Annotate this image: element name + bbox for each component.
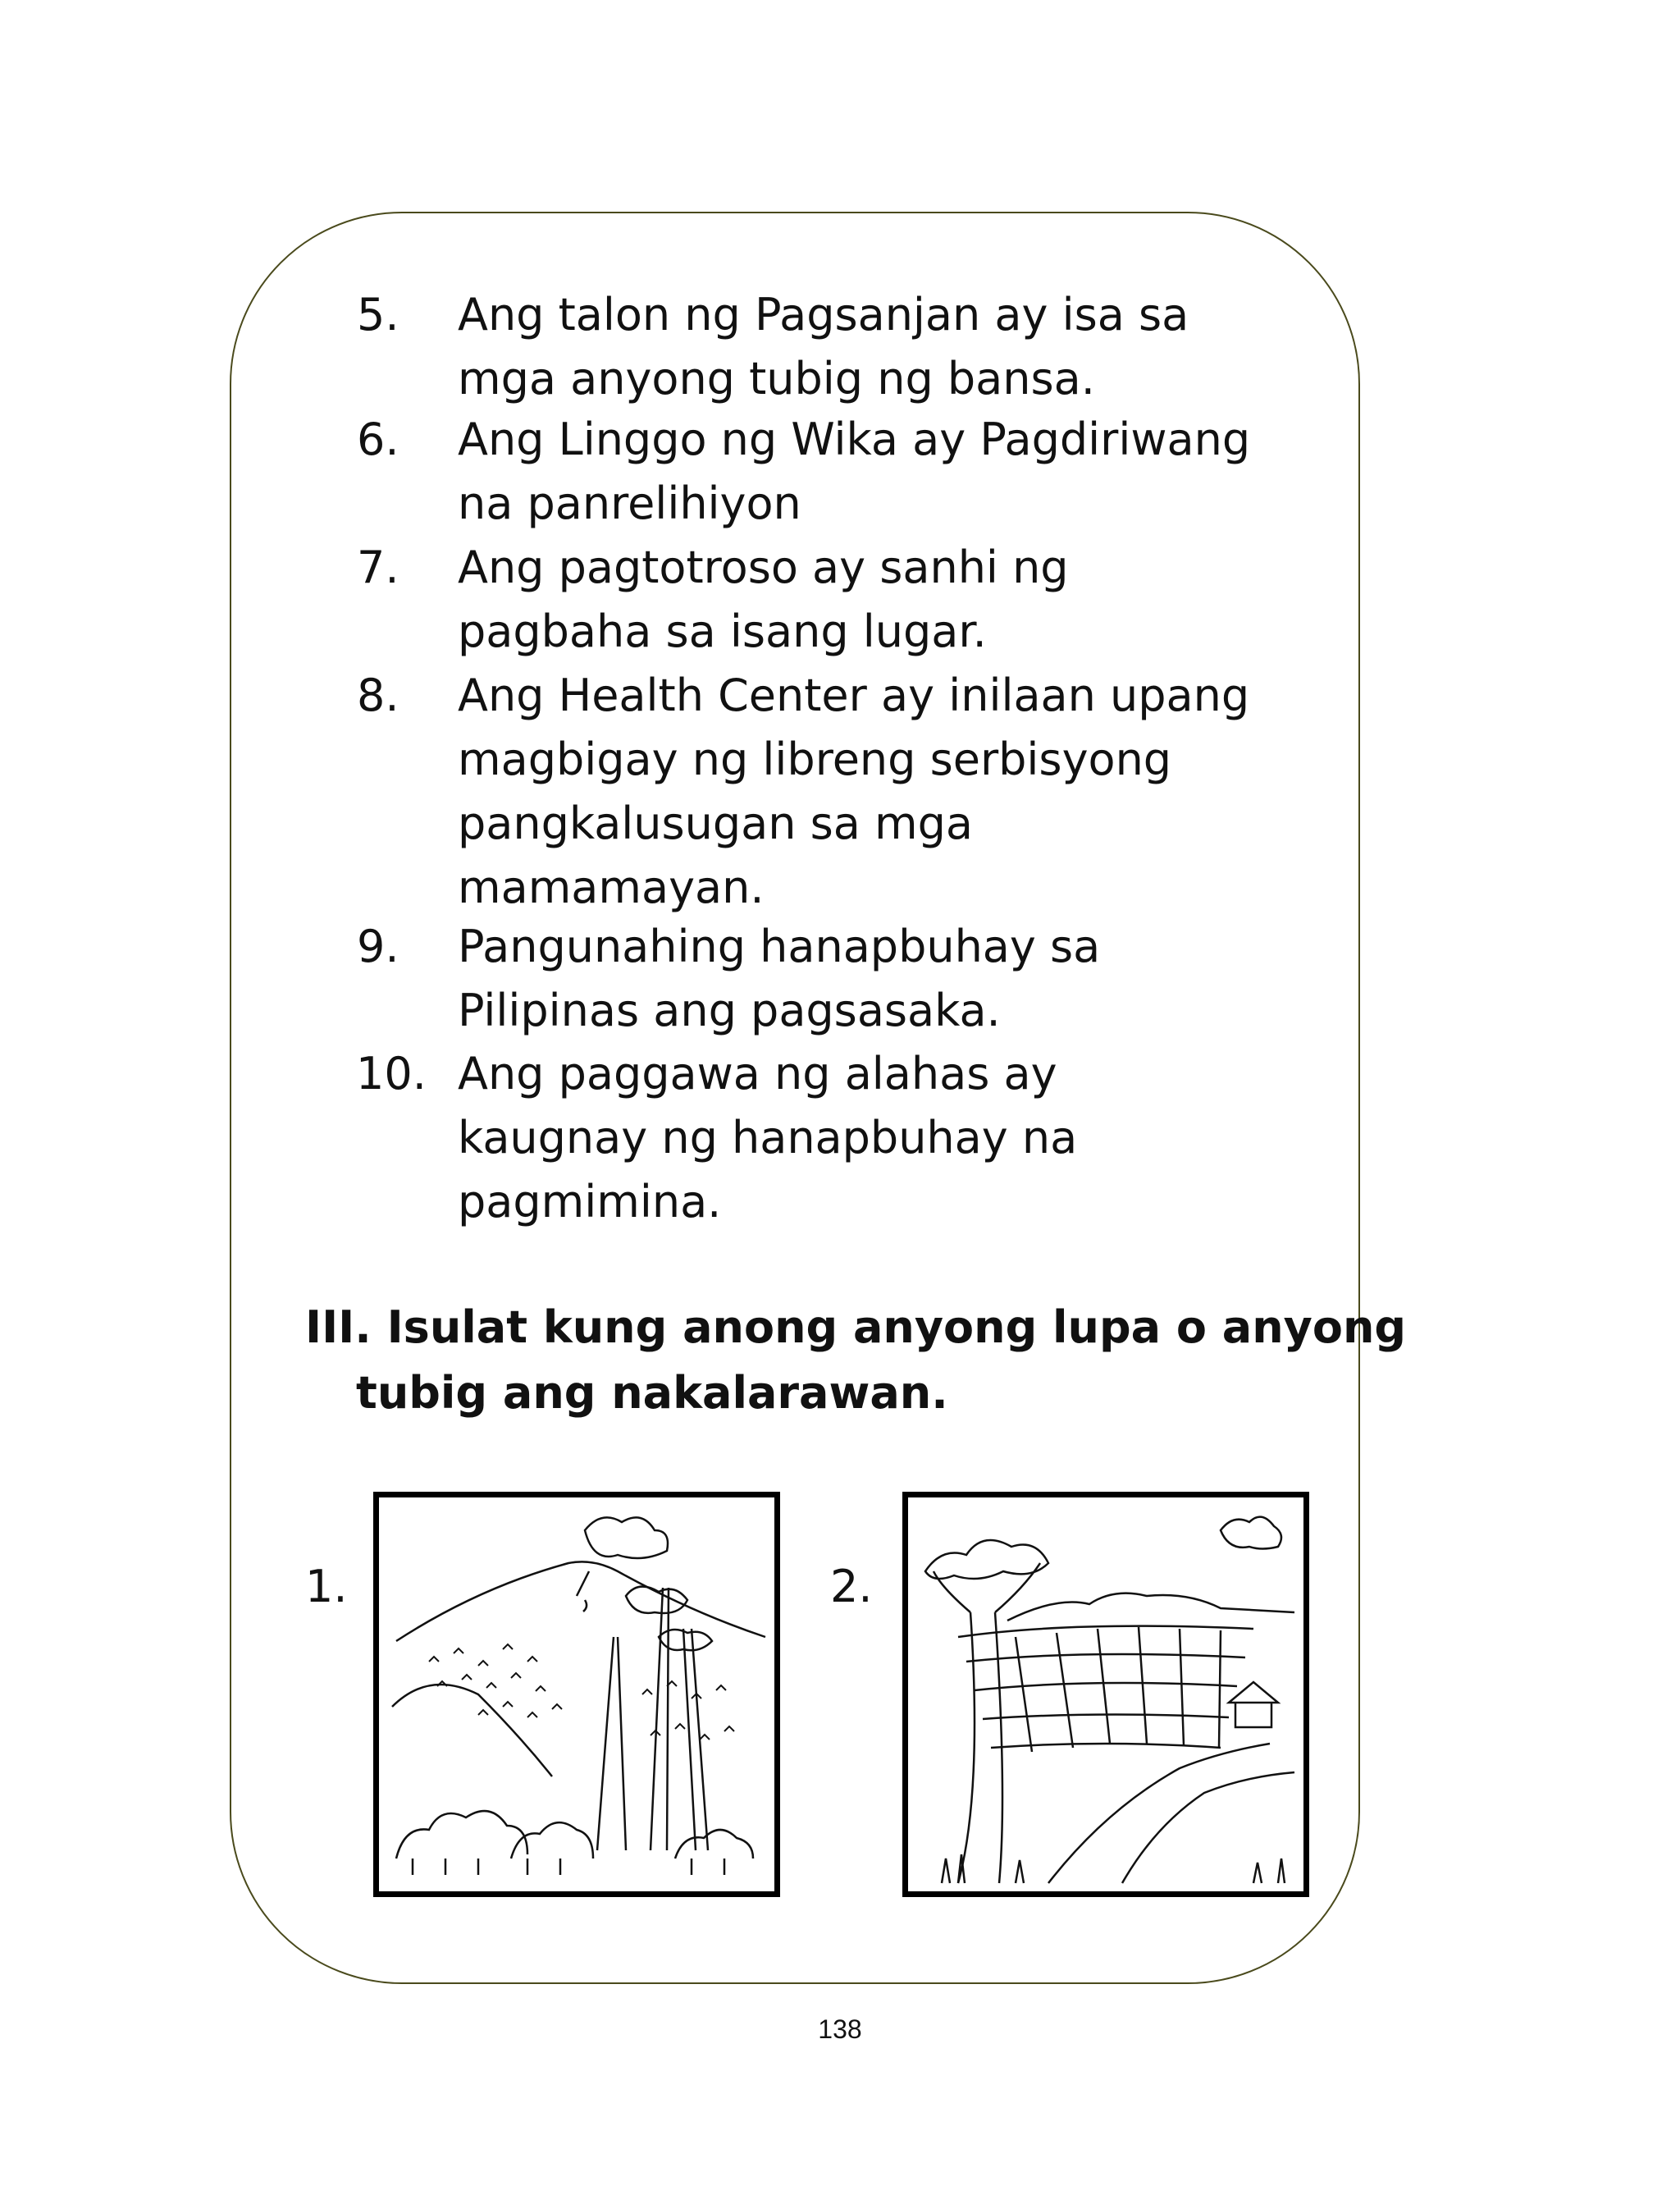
item-number: 5. xyxy=(357,289,399,341)
item-number: 7. xyxy=(357,542,399,593)
item-number: 9. xyxy=(357,921,399,972)
item-text: Ang paggawa ng alahas ay kaugnay ng hanapbuhay na pagmimina. xyxy=(458,1048,1078,1228)
item-number: 6. xyxy=(357,414,399,465)
question-number: 2. xyxy=(830,1561,873,1612)
item-text: Ang talon ng Pagsanjan ay isa sa mga anyong tubig ng bansa. xyxy=(458,289,1189,405)
item-text: Ang Linggo ng Wika ay Pagdiriwang na panrelihiyon xyxy=(458,414,1251,529)
page-number: 138 xyxy=(818,2014,862,2044)
item-text: Ang Health Center ay inilaan upang magbigay ng libreng serbisyong pangkalusugan sa mga mamamayan. xyxy=(458,670,1250,913)
rice-terraces-icon xyxy=(902,1492,1309,1897)
mountain-forest-icon xyxy=(373,1492,780,1897)
item-text: Pangunahing hanapbuhay sa Pilipinas ang pagsasaka. xyxy=(458,921,1101,1036)
question-number: 1. xyxy=(305,1561,348,1612)
item-text: Ang pagtotroso ay sanhi ng pagbaha sa isang lugar. xyxy=(458,542,1069,657)
item-number: 8. xyxy=(357,670,399,721)
section-heading: III. Isulat kung anong anyong lupa o anyong tubig ang nakalarawan. xyxy=(305,1301,1407,1419)
item-number: 10. xyxy=(356,1048,427,1100)
